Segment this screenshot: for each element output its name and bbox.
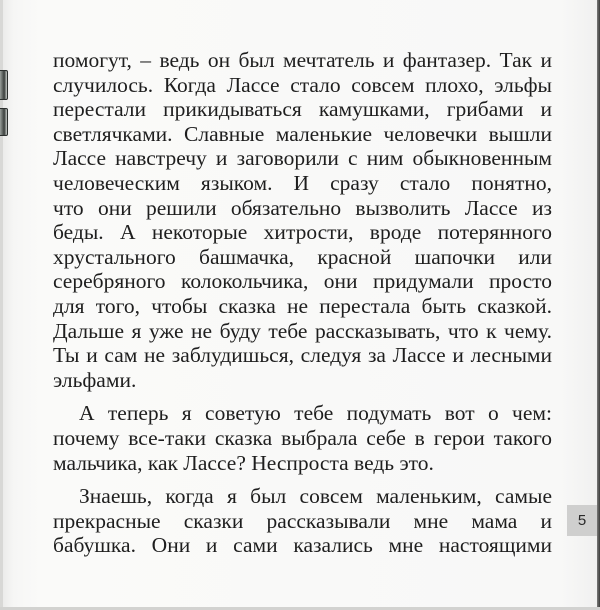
text-line: А теперь я советую тебе подумать вот о чем: xyxy=(79,401,552,426)
text-line: что они решили обязательно вызволить Лассе из xyxy=(53,195,552,220)
text-line: случилось. Когда Лассе стало совсем плохо, эльфы xyxy=(53,72,552,97)
text-line: Дальше я уже не буду тебе рассказывать, что к чему. xyxy=(53,318,552,343)
text-line: перестали прикидываться камушками, грибами и xyxy=(53,97,552,122)
paragraph-gap xyxy=(53,392,552,401)
text-line: помогут, – ведь он был мечтатель и фантазер. Так и xyxy=(53,48,552,72)
text-line: хрустального башмачка, красной шапочки или xyxy=(53,244,552,269)
text-line: мальчика, как Лассе? Неспроста ведь это. xyxy=(53,450,434,475)
text-line: бабушка. Они и сами казались мне настоящими xyxy=(53,533,552,558)
text-line: прекрасные сказки рассказывали мне мама и xyxy=(53,508,552,533)
text-line: беды. А некоторые хитрости, вроде потерянного xyxy=(53,220,552,245)
text-line: Лассе навстречу и заговорили с ним обыкновенным xyxy=(53,146,552,171)
staple-icon xyxy=(0,108,8,136)
paragraph-3 xyxy=(53,484,552,558)
text-line: светлячками. Славные маленькие человечки вышли xyxy=(53,121,552,146)
text-line: Знаешь, когда я был совсем маленьким, самые xyxy=(79,484,552,509)
paragraph-gap xyxy=(53,475,552,484)
text-line: для того, чтобы сказка не перестала быть сказкой. xyxy=(53,293,552,318)
paragraph-1 xyxy=(53,48,552,392)
text-line: эльфами. xyxy=(53,367,137,392)
text-line: человеческим языком. И сразу стало понятно, xyxy=(53,170,552,195)
staple-icon xyxy=(0,70,8,100)
paragraph-2 xyxy=(53,401,552,475)
page-number: 5 xyxy=(577,512,587,529)
text-line: серебряного колокольчика, они придумали просто xyxy=(53,269,552,294)
text-line: Ты и сам не заблудишься, следуя за Лассе и лесными xyxy=(53,343,552,368)
page-number-tab xyxy=(567,505,597,536)
body-text xyxy=(53,48,552,558)
text-line: почему все-таки сказка выбрала себе в герои такого xyxy=(53,425,552,450)
